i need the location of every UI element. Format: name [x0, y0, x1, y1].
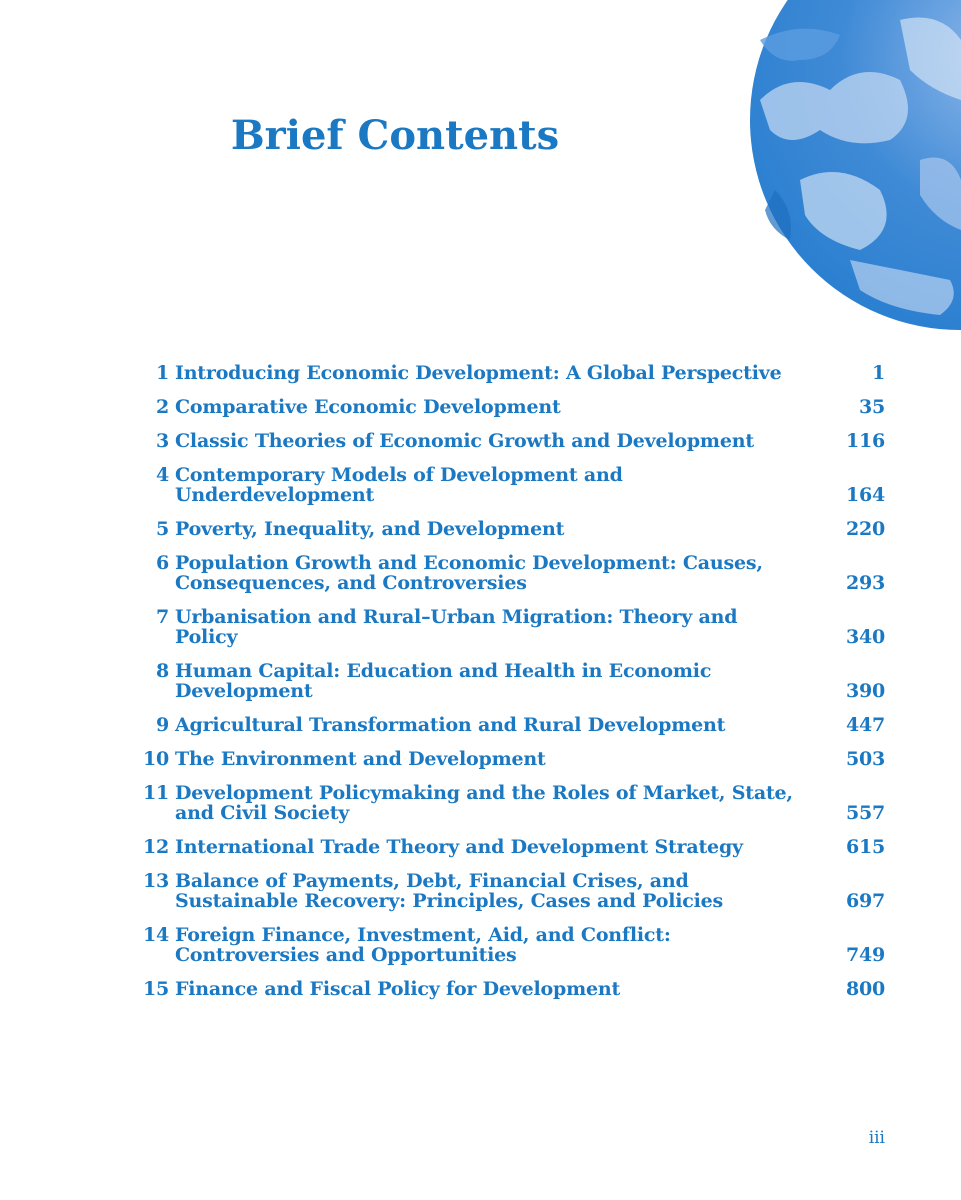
toc-entry[interactable]	[135, 553, 885, 593]
page-number: 340	[845, 626, 885, 648]
chapter-number: 9	[155, 714, 169, 736]
page-number: 749	[845, 944, 885, 966]
page-number: 615	[845, 836, 885, 858]
chapter-title[interactable]: Introducing Economic Development: A Global Perspective	[175, 362, 782, 384]
page-number: 116	[845, 430, 885, 452]
chapter-title[interactable]: Urbanisation and Rural–Urban Migration: Theory and Policy	[175, 606, 738, 648]
toc-entry[interactable]	[135, 715, 885, 735]
page-folio: iii	[868, 1128, 885, 1148]
chapter-number: 3	[155, 430, 169, 452]
chapter-title[interactable]: Comparative Economic Development	[175, 396, 561, 418]
toc-entry[interactable]	[135, 607, 885, 647]
toc-entry[interactable]	[135, 837, 885, 857]
toc-entry[interactable]	[135, 979, 885, 999]
page-title: Brief Contents	[230, 112, 560, 159]
chapter-number: 14	[142, 924, 169, 946]
chapter-title[interactable]: Classic Theories of Economic Growth and Development	[175, 430, 754, 452]
toc-entry[interactable]	[135, 661, 885, 701]
page-number: 557	[845, 802, 885, 824]
page-number: 164	[845, 484, 885, 506]
toc-entry[interactable]	[135, 431, 885, 451]
chapter-title[interactable]: Poverty, Inequality, and Development	[175, 518, 565, 540]
chapter-title[interactable]: Contemporary Models of Development and Underdevelopment	[175, 464, 623, 506]
toc-entry[interactable]	[135, 465, 885, 505]
toc-entry[interactable]	[135, 363, 885, 383]
chapter-number: 6	[155, 552, 169, 574]
chapter-title[interactable]: Foreign Finance, Investment, Aid, and Conflict: Controversies and Opportunities	[175, 924, 671, 966]
page-number: 35	[858, 396, 885, 418]
toc-entry[interactable]	[135, 749, 885, 769]
chapter-title[interactable]: Human Capital: Education and Health in Economic Development	[175, 660, 712, 702]
page-number: 697	[845, 890, 885, 912]
chapter-number: 8	[155, 660, 169, 682]
toc-entry[interactable]	[135, 783, 885, 823]
chapter-number: 10	[142, 748, 169, 770]
page-number: 220	[845, 518, 885, 540]
toc-entry[interactable]	[135, 925, 885, 965]
table-of-contents	[135, 363, 885, 1013]
chapter-number: 7	[155, 606, 169, 628]
chapter-number: 2	[155, 396, 169, 418]
chapter-title[interactable]: International Trade Theory and Development Strategy	[175, 836, 743, 858]
page-number: 503	[845, 748, 885, 770]
page-number: 1	[871, 362, 885, 384]
page-number: 390	[845, 680, 885, 702]
chapter-number: 13	[142, 870, 169, 892]
chapter-number: 11	[142, 782, 169, 804]
toc-entry[interactable]	[135, 397, 885, 417]
chapter-number: 12	[142, 836, 169, 858]
page-number: 293	[845, 572, 885, 594]
toc-entry[interactable]	[135, 871, 885, 911]
globe-watercolor-icon	[600, 0, 961, 340]
chapter-title[interactable]: Development Policymaking and the Roles of Market, State, and Civil Society	[175, 782, 793, 824]
chapter-title[interactable]: The Environment and Development	[175, 748, 546, 770]
chapter-title[interactable]: Population Growth and Economic Development: Causes, Consequences, and Controversies	[175, 552, 763, 594]
chapter-number: 4	[155, 464, 169, 486]
chapter-title[interactable]: Balance of Payments, Debt, Financial Crises, and Sustainable Recovery: Principles, Cases and Policies	[175, 870, 724, 912]
chapter-title[interactable]: Agricultural Transformation and Rural Development	[175, 714, 726, 736]
page-number: 800	[845, 978, 885, 1000]
chapter-number: 1	[155, 362, 169, 384]
toc-entry[interactable]	[135, 519, 885, 539]
chapter-number: 5	[155, 518, 169, 540]
chapter-title[interactable]: Finance and Fiscal Policy for Development	[175, 978, 621, 1000]
page-number: 447	[845, 714, 885, 736]
chapter-number: 15	[142, 978, 169, 1000]
